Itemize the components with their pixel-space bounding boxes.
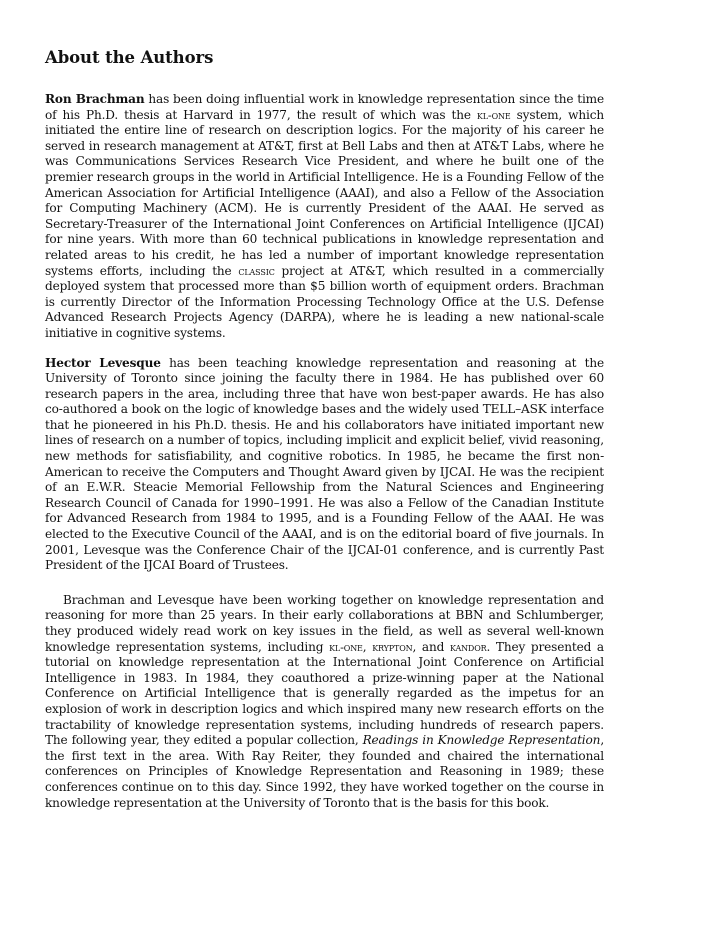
levesque-bio xyxy=(45,356,604,574)
classic-project-name: classic xyxy=(238,263,275,278)
joint-text-1: Brachman and Levesque have been working together on knowledge representation and reasoning for more than 25 years. In their early collaborations at BBN and Schlumberger, they produced widely read work on key issues in the field, as well as several well-known knowledge representation systems, including xyxy=(45,592,604,654)
kl-one-system-name: kl-one xyxy=(476,107,511,122)
page xyxy=(45,46,604,811)
joint-text-3: , the first text in the area. With Ray Reiter, they founded and chaired the international conferences on Principles of Knowledge Representation and Reasoning in 1989; these conferences continue on to this day. Since 1992, they have worked together on the course in knowledge representation at the University of Toronto that is the basis for this book. xyxy=(45,733,605,810)
joint-text-2: . They presented a tutorial on knowledge representation at the International Joint Conference on Artificial Intelligence in 1983. In 1984, they coauthored a prize-winning paper at the National Conference on Artificial Intelligence that is generally regarded as the impetus for an explosion of work in description logics and which inspired many new research efforts on the tractability of knowledge representation systems, including hundreds of research papers. The following year, they edited a popular collection, xyxy=(45,639,604,748)
joint-collaboration-paragraph xyxy=(45,593,604,811)
brachman-bio xyxy=(45,92,604,342)
author-name-brachman: Ron Brachman xyxy=(45,92,145,106)
levesque-text-1: has been teaching knowledge representation and reasoning at the University of Toronto since joining the faculty there in 1984. He has published over 60 research papers in the area, including three that have won best-paper awards. He has also co-authored a book on the logic of knowledge bases and the widely used TELL–ASK interface that he pioneered in his Ph.D. thesis. He and his collaborators have initiated important new lines of research on a number of topics, including implicit and explicit belief, vivid reasoning, new methods for satisfiability, and cognitive robotics. In 1985, he became the first non-American to receive the Computers and Thought Award given by IJCAI. He was the recipient of an E.W.R. Steacie Memorial Fellowship from the Natural Sciences and Engineering Research Council of Canada for 1990–1991. He was also a Fellow of the Canadian Institute for Advanced Research from 1984 to 1995, and is a Founding Fellow of the AAAI. He was elected to the Executive Council of the AAAI, and is on the editorial board of five journals. In 2001, Levesque was the Conference Chair of the IJCAI-01 conference, and is currently Past President of the IJCAI Board of Trustees. xyxy=(45,355,605,573)
brachman-text-3: project at AT&T, which resulted in a commercially deployed system that processed more than $5 billion worth of equipment orders. Brachman is currently Director of the Information Processing Technology Office at the U.S. Defense Advanced Research Projects Agency (DARPA), where he is leading a new national-scale initiative in cognitive systems. xyxy=(45,263,605,340)
krypton-system-name: krypton xyxy=(372,639,413,654)
joint-separator-2: , and xyxy=(412,639,450,654)
page-title: About the Authors xyxy=(45,48,214,67)
author-name-levesque: Hector Levesque xyxy=(45,355,161,370)
book-title: Readings in Knowledge Representation xyxy=(362,733,601,748)
brachman-text-1: has been doing influential work in knowledge representation since the time of his Ph.D. thesis at Harvard in 1977, the result of which was the xyxy=(45,92,604,122)
joint-separator-1: , xyxy=(362,639,373,654)
kl-one-system-name: kl-one xyxy=(329,639,363,654)
brachman-text-2: system, which initiated the entire line of research on description logics. For the majority of his career he served in research management at AT&T, first at Bell Labs and then at AT&T Labs, where he was Communications Services Research Vice President, and where he built one of the premier research groups in the world in Artificial Intelligence. He is a Founding Fellow of the American Association for Artificial Intelligence (AAAI), and also a Fellow of the Association for Computing Machinery (ACM). He is currently President of the AAAI. He served as Secretary-Treasurer of the International Joint Conferences on Artificial Intelligence (IJCAI) for nine years. With more than 60 technical publications in knowledge representation and related areas to his credit, he has led a number of important knowledge representation systems efforts, including the xyxy=(45,107,604,278)
kandor-system-name: kandor xyxy=(449,639,487,654)
